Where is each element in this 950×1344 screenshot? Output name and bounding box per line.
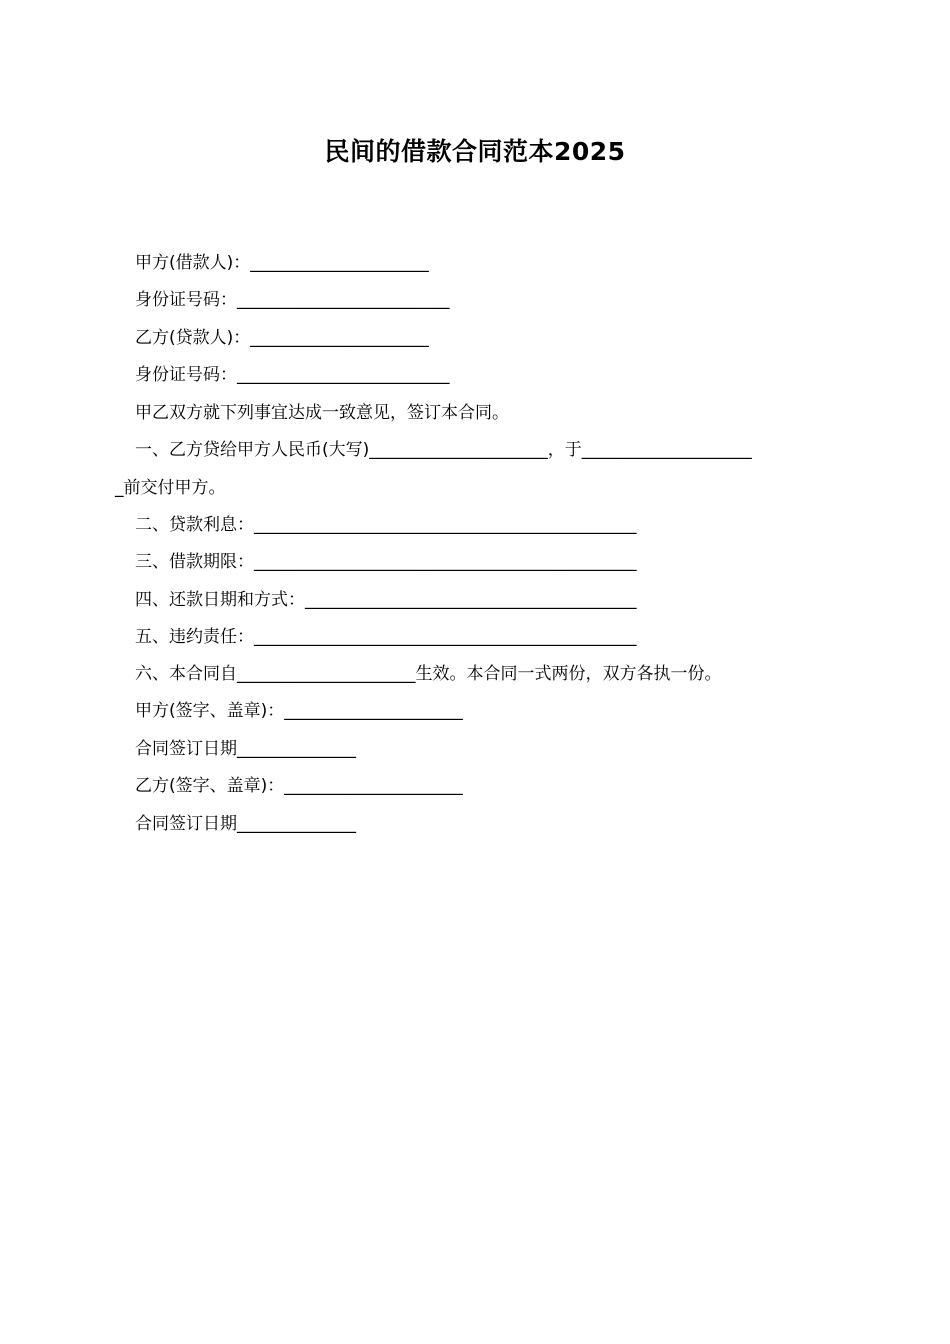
clause-2-interest-line: 二、贷款利息：_____________________________________________ (135, 515, 637, 535)
agreement-intro-line: 甲乙双方就下列事宜达成一致意见，签订本合同。 (135, 403, 509, 423)
party-a-sign-date-line: 合同签订日期______________ (135, 739, 356, 759)
clause-1-loan-amount-line: 一、乙方贷给甲方人民币(大写)_____________________，于____________________ (135, 440, 752, 460)
party-a-id-number-line: 身份证号码：_________________________ (135, 290, 450, 310)
party-b-signature-line: 乙方(签字、盖章)：_____________________ (135, 776, 463, 796)
clause-4-repayment-line: 四、还款日期和方式：_______________________________________ (135, 590, 637, 610)
party-b-lender-line: 乙方(贷款人)：_____________________ (135, 328, 429, 348)
party-a-borrower-line: 甲方(借款人)：_____________________ (135, 253, 429, 273)
party-a-signature-line: 甲方(签字、盖章)：_____________________ (135, 701, 463, 721)
clause-1-continuation-line: _前交付甲方。 (115, 478, 226, 498)
document-title: 民间的借款合同范本2025 (324, 137, 626, 166)
clause-3-term-line: 三、借款期限：_____________________________________________ (135, 552, 637, 572)
clause-5-liability-line: 五、违约责任：_____________________________________________ (135, 627, 637, 647)
party-b-sign-date-line: 合同签订日期______________ (135, 814, 356, 834)
party-b-id-number-line: 身份证号码：_________________________ (135, 365, 450, 385)
clause-6-effective-line: 六、本合同自_____________________生效。本合同一式两份，双方各执一份。 (135, 664, 722, 684)
